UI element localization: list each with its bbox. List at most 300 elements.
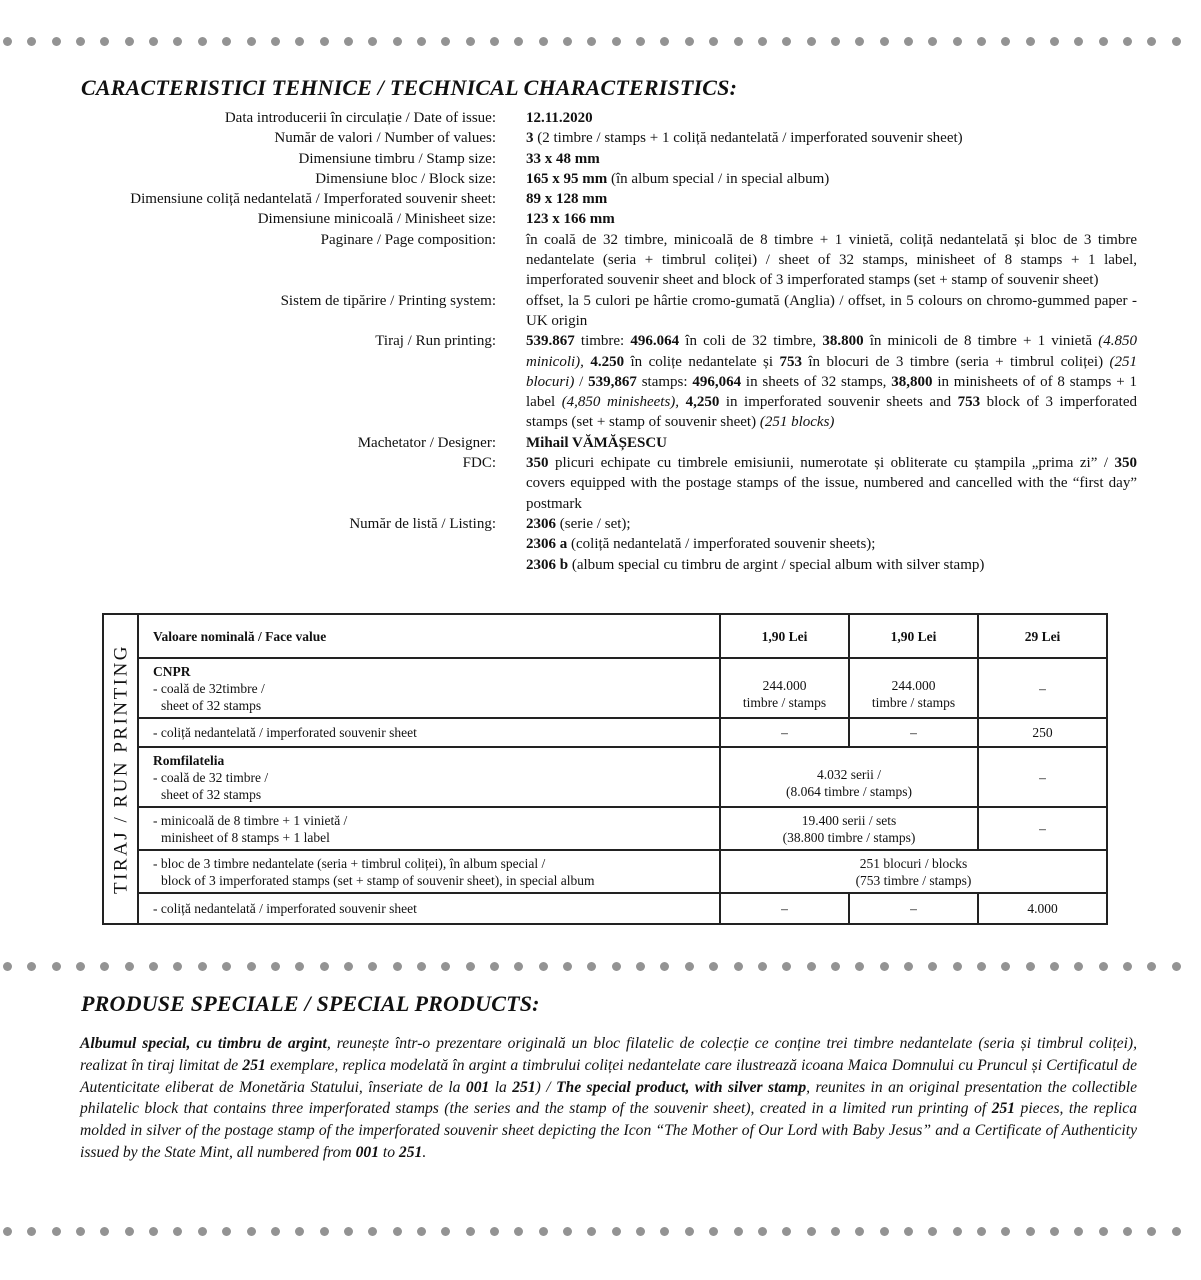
divider-dot [1050,962,1059,971]
divider-dot [636,37,645,46]
divider-dot [1026,1227,1035,1236]
emphasis-text: 89 x 128 mm [526,191,608,208]
row-label-line: sheet of 32 stamps [161,786,262,802]
divider-dot [928,1227,937,1236]
divider-dot [563,1227,572,1236]
spec-label: Dimensiune minicoală / Minisheet size: [257,211,496,228]
emphasis-text: Albumul special, cu timbru de argint [80,1035,327,1052]
text-run: (4.850 minicoli), [526,333,1137,370]
divider-dot [198,1227,207,1236]
divider-dot [514,37,523,46]
divider-dot [636,1227,645,1236]
divider-dot [1001,37,1010,46]
divider-dot [612,962,621,971]
emphasis-text: 38,800 [891,373,933,390]
divider-dot [3,1227,12,1236]
row-label-line: - bloc de 3 timbre nedantelate (seria + timbrul coliței), în album special / [153,855,546,871]
emphasis-text: The special product, with silver stamp [556,1078,807,1096]
divider-dot [198,962,207,971]
emphasis-text: 496,064 [692,373,742,390]
spec-row [60,108,1140,128]
divider-dot [734,37,743,46]
spec-row [60,209,1140,229]
emphasis-text: 350 [1114,455,1137,472]
divider-dot [393,962,402,971]
divider-dot [490,37,499,46]
divider-dot [1147,962,1156,971]
divider-dot [685,37,694,46]
side-label-cell [103,614,138,924]
text-run: stamps: [636,373,693,390]
divider-dot [417,1227,426,1236]
text-run: timbre: [574,333,631,350]
emphasis-text: 3 [526,130,534,147]
divider-dot [52,1227,61,1236]
emphasis-text: 753 [957,394,981,411]
cell-unit: timbre / stamps [871,695,956,710]
divider-dot [758,37,767,46]
spec-row [60,514,1140,575]
text-run: (coliță nedantelată / imperforated souvenir sheets); [567,536,876,553]
cell-value: (38.800 timbre / stamps) [782,829,916,845]
dotted-divider-top [0,37,1201,49]
divider-dot [709,962,718,971]
cell-unit: timbre / stamps [742,695,827,710]
special-products-paragraph [80,1033,1137,1164]
cell-value: 244.000 [891,678,936,693]
emphasis-text: 001 [355,1143,379,1161]
rom-souvenir-value-3: 4.000 [978,893,1107,924]
spec-value [526,433,1137,453]
divider-dot [1123,962,1132,971]
divider-dot [1172,37,1181,46]
divider-dot [271,37,280,46]
divider-dot [928,37,937,46]
face-value-1: 1,90 Lei [720,614,849,658]
divider-dot [466,962,475,971]
emphasis-text: 539.867 [526,333,575,350]
spec-value-line [526,534,1137,554]
text-run: . [422,1143,427,1161]
divider-dot [1074,962,1083,971]
divider-dot [52,962,61,971]
divider-dot [295,37,304,46]
text-run: / [574,373,589,390]
emphasis-text: 12.11.2020 [526,110,593,126]
divider-dot [173,37,182,46]
divider-dot [344,37,353,46]
text-run: in minisheets of of 8 stamps + 1 label [526,373,1137,411]
spec-label: FDC: [462,455,496,472]
divider-dot [928,962,937,971]
rom-sheet-label [138,747,720,807]
spec-value [526,453,1137,514]
text-run: plicuri echipate cu timbrele emisiunii, numerotate și obliterate cu ștampila „prima zi” / [548,455,1115,472]
text-run: în coli de 32 timbre, [679,333,823,350]
cell-value: 19.400 serii / sets [801,812,897,828]
divider-dot [76,962,85,971]
spec-value [526,514,1137,575]
divider-dot [466,1227,475,1236]
text-run: (album special cu timbru de argint / special album with silver stamp) [568,556,985,573]
technical-spec-list [60,108,1140,575]
emphasis-text: 38.800 [822,333,864,350]
divider-dot [563,962,572,971]
text-run: to [378,1143,399,1161]
spec-row [60,149,1140,169]
divider-dot [1050,1227,1059,1236]
table-row [103,658,1107,718]
divider-dot [125,1227,134,1236]
divider-dot [441,1227,450,1236]
rom-souvenir-value-1: – [720,893,849,924]
table-row [103,893,1107,924]
spec-value [526,169,1137,189]
divider-dot [831,962,840,971]
divider-dot [247,1227,256,1236]
divider-dot [685,962,694,971]
rom-block-label [138,850,720,893]
divider-dot [1026,962,1035,971]
divider-dot [782,1227,791,1236]
spec-value [526,128,1137,148]
divider-dot [953,962,962,971]
divider-dot [587,962,596,971]
divider-dot [295,962,304,971]
divider-dot [831,1227,840,1236]
spec-label: Dimensiune timbru / Stamp size: [298,150,496,167]
cnpr-sheet-label [138,658,720,718]
spec-label: Dimensiune coliță nedantelată / Imperforated souvenir sheet: [130,191,496,208]
spec-row [60,433,1140,453]
spec-value-line [526,514,1137,534]
divider-dot [636,962,645,971]
rom-sheet-value-3: – [978,747,1107,807]
divider-dot [417,37,426,46]
side-label: TIRAJ / RUN PRINTING [110,643,131,895]
divider-dot [247,37,256,46]
cnpr-sheet-value-2 [849,658,978,718]
divider-dot [76,37,85,46]
divider-dot [612,37,621,46]
divider-dot [27,37,36,46]
divider-dot [320,962,329,971]
run-printing-table [102,613,1108,925]
text-run: , reunește într-o prezentare originală un bloc filatelic de colecție ce conține trei timbre nedantelate (seria și timbrul coliței), realizat în tiraj limitat de [80,1035,1137,1074]
text-run: (serie / set); [556,515,631,532]
divider-dot [977,962,986,971]
divider-dot [368,1227,377,1236]
divider-dot [125,962,134,971]
spec-value [526,331,1137,432]
divider-dot [393,1227,402,1236]
divider-dot [563,37,572,46]
cell-value: (753 timbre / stamps) [855,872,972,888]
divider-dot [782,37,791,46]
row-label-line: block of 3 imperforated stamps (set + stamp of souvenir sheet), in special album [161,872,595,888]
divider-dot [709,37,718,46]
text-run: block of 3 imperforated stamps (set + stamp of souvenir sheet) [526,394,1138,431]
divider-dot [660,962,669,971]
cnpr-souvenir-label: - coliță nedantelată / imperforated souvenir sheet [138,718,720,747]
emphasis-text: 251 [398,1143,423,1161]
spec-label: Data introducerii în circulație / Date of issue: [224,110,496,126]
divider-dot [490,962,499,971]
row-label-line: - coală de 32 timbre / [153,769,269,785]
text-run: (în album special / in special album) [607,170,830,187]
row-label-line: minisheet of 8 stamps + 1 label [161,829,330,845]
divider-dot [393,37,402,46]
divider-dot [880,37,889,46]
spec-row [60,230,1140,291]
text-run: in sheets of 32 stamps, [741,373,892,390]
divider-dot [271,1227,280,1236]
spec-row [60,128,1140,148]
divider-dot [149,962,158,971]
divider-dot [100,37,109,46]
divider-dot [198,37,207,46]
table-row [103,718,1107,747]
divider-dot [758,1227,767,1236]
divider-dot [1123,1227,1132,1236]
divider-dot [514,962,523,971]
dotted-divider-middle [0,962,1201,974]
divider-dot [660,37,669,46]
divider-dot [320,1227,329,1236]
face-value-3: 29 Lei [978,614,1107,658]
divider-dot [880,1227,889,1236]
emphasis-text: 251 [991,1100,1016,1118]
divider-dot [709,1227,718,1236]
text-run: , reunites in an original presentation the collectible philatelic block that contains three imperforated stamps (the series and the stamp of the souvenir sheet), created in a limited run printing of [80,1078,1137,1118]
divider-dot [27,962,36,971]
row-label-line: sheet of 32 stamps [161,697,262,713]
text-run: în blocuri de 3 timbre (seria + timbrul coliței) [801,353,1110,370]
divider-dot [880,962,889,971]
cnpr-sheet-value-1 [720,658,849,718]
text-run: în coală de 32 timbre, minicoală de 8 timbre + 1 vinietă, coliță nedantelată și bloc de 3 timbre nedantelate (seria + timbrul coliței) / sheet of 32 stamps, minisheet of 8 stamps + 1 label, imperforated souvenir sheet and block of 3 imperforated stamps (set + stamp of souvenir sheet) [526,231,1137,289]
divider-dot [3,962,12,971]
divider-dot [904,1227,913,1236]
divider-dot [1099,37,1108,46]
spec-label: Număr de listă / Listing: [349,515,496,532]
spec-value [526,230,1137,291]
text-run: exemplare, replica modelată în argint a timbrului coliței nedantelate care ilustrează icoana Maica Domnului cu Pruncul și Certificatul de Autenticitate eliberat de Monetăria Statului, înseriate de la [80,1056,1138,1096]
emphasis-text: 2306 b [526,556,569,573]
divider-dot [1074,1227,1083,1236]
emphasis-text: Mihail VĂMĂȘESCU [526,434,667,451]
divider-dot [855,962,864,971]
divider-dot [222,37,231,46]
divider-dot [587,1227,596,1236]
divider-dot [807,37,816,46]
text-run: în minicoli de 8 timbre + 1 vinietă [863,333,1099,350]
divider-dot [52,37,61,46]
divider-dot [441,962,450,971]
spec-row [60,291,1140,332]
cnpr-souvenir-value-3: 250 [978,718,1107,747]
group-label: Romfilatelia [153,752,225,768]
divider-dot [3,37,12,46]
divider-dot [734,962,743,971]
rom-minisheet-label [138,807,720,850]
divider-dot [587,37,596,46]
spec-value [526,291,1137,332]
rom-sheet-merged-value [720,747,978,807]
rom-minisheet-merged-value [720,807,978,850]
spec-label: Paginare / Page composition: [320,231,496,248]
divider-dot [758,962,767,971]
row-label-line: - coală de 32timbre / [153,680,265,696]
emphasis-text: 001 [465,1078,490,1096]
divider-dot [1123,37,1132,46]
spec-label: Tiraj / Run printing: [375,333,496,350]
spec-row [60,169,1140,189]
emphasis-text: 496.064 [630,333,680,350]
cell-value: 251 blocuri / blocks [859,855,968,871]
divider-dot [1026,37,1035,46]
table-row [103,807,1107,850]
divider-dot [539,37,548,46]
divider-dot [320,37,329,46]
text-run: (251 blocks) [759,414,835,431]
text-run: (251 blocuri) [526,353,1138,390]
divider-dot [368,37,377,46]
divider-dot [368,962,377,971]
cell-value: 4.032 serii / [816,767,882,782]
group-label: CNPR [153,663,191,679]
rom-block-merged-value [720,850,1107,893]
divider-dot [466,37,475,46]
text-run: offset, la 5 culori pe hârtie cromo-gumată (Anglia) / offset, in 5 colours on chromo-gummed paper - UK origin [526,292,1137,329]
divider-dot [295,1227,304,1236]
spec-row [60,331,1140,432]
divider-dot [222,962,231,971]
emphasis-text: 33 x 48 mm [526,150,600,167]
spec-row [60,453,1140,514]
divider-dot [149,37,158,46]
cnpr-souvenir-value-1: – [720,718,849,747]
emphasis-text: 251 [512,1078,536,1096]
divider-dot [539,962,548,971]
divider-dot [1172,1227,1181,1236]
emphasis-text: 4.250 [590,353,625,370]
divider-dot [1099,962,1108,971]
divider-dot [441,37,450,46]
emphasis-text: 251 [242,1056,266,1074]
divider-dot [904,962,913,971]
divider-dot [807,1227,816,1236]
spec-label: Număr de valori / Number of values: [274,130,496,147]
divider-dot [977,1227,986,1236]
divider-dot [173,1227,182,1236]
face-value-2: 1,90 Lei [849,614,978,658]
dotted-divider-bottom [0,1227,1201,1239]
emphasis-text: 539,867 [588,373,637,390]
row-label-line: - minicoală de 8 timbre + 1 vinietă / [153,812,348,828]
divider-dot [1147,1227,1156,1236]
divider-dot [807,962,816,971]
rom-minisheet-value-3: – [978,807,1107,850]
divider-dot [855,37,864,46]
spec-label: Sistem de tipărire / Printing system: [280,292,496,309]
divider-dot [1050,37,1059,46]
spec-value [526,209,1137,229]
spec-value [526,108,1137,128]
divider-dot [76,1227,85,1236]
spec-value-line [526,555,1137,575]
emphasis-text: 165 x 95 mm [526,170,608,187]
text-run: ) / [535,1078,556,1096]
spec-value [526,189,1137,209]
divider-dot [344,1227,353,1236]
cnpr-sheet-value-3: – [978,658,1107,718]
text-run: pieces, the replica molded in silver of the postage stamp of the imperforated souvenir sheet depicting the Icon “The Mother of Our Lord with Baby Jesus” and a Certificate of Authenticity issued by the State Mint, all numbered from [80,1100,1138,1161]
emphasis-text: 2306 [526,515,556,532]
divider-dot [685,1227,694,1236]
divider-dot [490,1227,499,1236]
table-row [103,850,1107,893]
divider-dot [247,962,256,971]
spec-row [60,189,1140,209]
divider-dot [734,1227,743,1236]
divider-dot [1099,1227,1108,1236]
divider-dot [149,1227,158,1236]
divider-dot [977,37,986,46]
spec-label: Machetator / Designer: [357,434,496,451]
text-run: covers equipped with the postage stamps of the issue, numbered and cancelled with the “first day” postmark [526,475,1137,512]
emphasis-text: 2306 a [526,536,568,553]
spec-value [526,149,1137,169]
spec-label: Dimensiune bloc / Block size: [315,170,496,187]
divider-dot [417,962,426,971]
divider-dot [660,1227,669,1236]
rom-souvenir-label: - coliță nedantelată / imperforated souvenir sheet [138,893,720,924]
divider-dot [953,1227,962,1236]
divider-dot [1172,962,1181,971]
cnpr-souvenir-value-2: – [849,718,978,747]
divider-dot [271,962,280,971]
divider-dot [904,37,913,46]
divider-dot [855,1227,864,1236]
divider-dot [100,962,109,971]
divider-dot [100,1227,109,1236]
text-run: la [489,1078,513,1096]
text-run: în colițe nedantelate și [624,353,780,370]
special-products-heading: PRODUSE SPECIALE / SPECIAL PRODUCTS: [81,991,540,1016]
divider-dot [27,1227,36,1236]
text-run: in imperforated souvenir sheets and [719,394,958,411]
divider-dot [1001,1227,1010,1236]
rom-souvenir-value-2: – [849,893,978,924]
divider-dot [782,962,791,971]
divider-dot [1001,962,1010,971]
emphasis-text: 753 [779,353,802,370]
divider-dot [831,37,840,46]
cell-value: (8.064 timbre / stamps) [786,784,912,799]
divider-dot [173,962,182,971]
table-header-row [103,614,1107,658]
divider-dot [612,1227,621,1236]
emphasis-text: 4,250 [685,394,720,411]
divider-dot [539,1227,548,1236]
technical-heading: CARACTERISTICI TEHNICE / TECHNICAL CHARACTERISTICS: [81,75,738,100]
emphasis-text: 123 x 166 mm [526,211,615,228]
divider-dot [344,962,353,971]
divider-dot [1074,37,1083,46]
text-run: (4,850 minisheets), [561,394,680,411]
divider-dot [514,1227,523,1236]
